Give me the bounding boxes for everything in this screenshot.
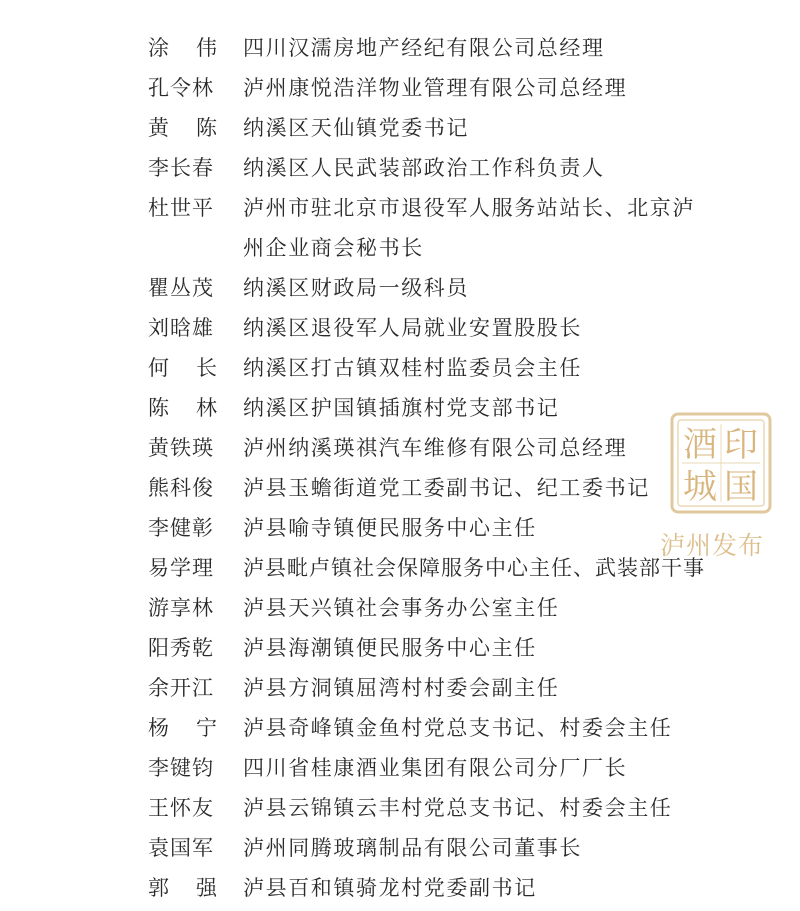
svg-text:国: 国 [724, 467, 758, 507]
list-item [0, 588, 800, 628]
person-name: 袁国军 [148, 836, 214, 860]
person-title: 泸县喻寺镇便民服务中心主任 [243, 516, 537, 540]
svg-text:酒: 酒 [683, 425, 717, 465]
person-name: 熊科俊 [148, 476, 214, 500]
person-title: 泸县海潮镇便民服务中心主任 [243, 636, 537, 660]
list-item [0, 748, 800, 788]
person-name: 杜世平 [148, 196, 214, 220]
person-title: 泸县百和镇骑龙村党委副书记 [243, 876, 537, 900]
list-item [0, 28, 800, 68]
person-name: 涂伟 [148, 36, 244, 60]
watermark [660, 410, 782, 570]
list-item [0, 148, 800, 188]
person-name: 游享林 [148, 596, 214, 620]
person-title: 泸州纳溪瑛祺汽车维修有限公司总经理 [243, 436, 628, 460]
person-title: 泸县云锦镇云丰村党总支书记、村委会主任 [243, 796, 673, 820]
person-title: 泸州康悦浩洋物业管理有限公司总经理 [243, 76, 628, 100]
person-title: 纳溪区护国镇插旗村党支部书记 [243, 396, 560, 420]
person-name: 黄铁瑛 [148, 436, 214, 460]
person-title: 泸县奇峰镇金鱼村党总支书记、村委会主任 [243, 716, 673, 740]
svg-text:城: 城 [683, 467, 717, 507]
person-title: 纳溪区财政局一级科员 [243, 276, 469, 300]
person-title: 泸州市驻北京市退役军人服务站站长、北京泸州企业商会秘书长 [243, 196, 695, 260]
person-name: 易学理 [148, 556, 214, 580]
list-item [0, 708, 800, 748]
person-name: 孔令林 [148, 76, 214, 100]
person-name: 王怀友 [148, 796, 214, 820]
person-title: 四川汉濡房地产经纪有限公司总经理 [243, 36, 605, 60]
list-item [0, 348, 800, 388]
list-item [0, 628, 800, 668]
person-title: 泸县天兴镇社会事务办公室主任 [243, 596, 560, 620]
watermark-text: 泸州发布 [660, 531, 765, 560]
person-title: 纳溪区退役军人局就业安置股股长 [243, 316, 582, 340]
person-name: 杨宁 [148, 716, 244, 740]
list-item [0, 868, 800, 908]
person-title: 纳溪区人民武装部政治工作科负责人 [243, 156, 605, 180]
person-name: 刘晗雄 [148, 316, 214, 340]
list-item [0, 308, 800, 348]
person-name: 黄陈 [148, 116, 244, 140]
list-item [0, 828, 800, 868]
person-name: 郭强 [148, 876, 244, 900]
person-title: 泸县毗卢镇社会保障服务中心主任、武装部干事 [243, 556, 705, 580]
list-item [0, 68, 800, 108]
person-name: 李健彰 [148, 516, 214, 540]
person-title: 泸州同腾玻璃制品有限公司董事长 [243, 836, 582, 860]
person-title: 纳溪区天仙镇党委书记 [243, 116, 469, 140]
svg-text:印: 印 [724, 425, 758, 465]
list-item [0, 188, 800, 268]
list-item [0, 788, 800, 828]
person-title: 泸县玉蟾街道党工委副书记、纪工委书记 [243, 476, 650, 500]
person-title: 纳溪区打古镇双桂村监委员会主任 [243, 356, 582, 380]
person-name: 李长春 [148, 156, 214, 180]
list-item [0, 108, 800, 148]
person-name: 余开江 [148, 676, 214, 700]
seal-logo-icon [668, 410, 774, 516]
person-title: 四川省桂康酒业集团有限公司分厂厂长 [243, 756, 628, 780]
list-item [0, 668, 800, 708]
person-name: 李键钧 [148, 756, 214, 780]
person-name: 瞿丛茂 [148, 276, 214, 300]
person-title: 泸县方洞镇屈湾村村委会副主任 [243, 676, 560, 700]
person-name: 阳秀乾 [148, 636, 214, 660]
person-name: 陈林 [148, 396, 244, 420]
person-name: 何长 [148, 356, 244, 380]
list-item [0, 268, 800, 308]
